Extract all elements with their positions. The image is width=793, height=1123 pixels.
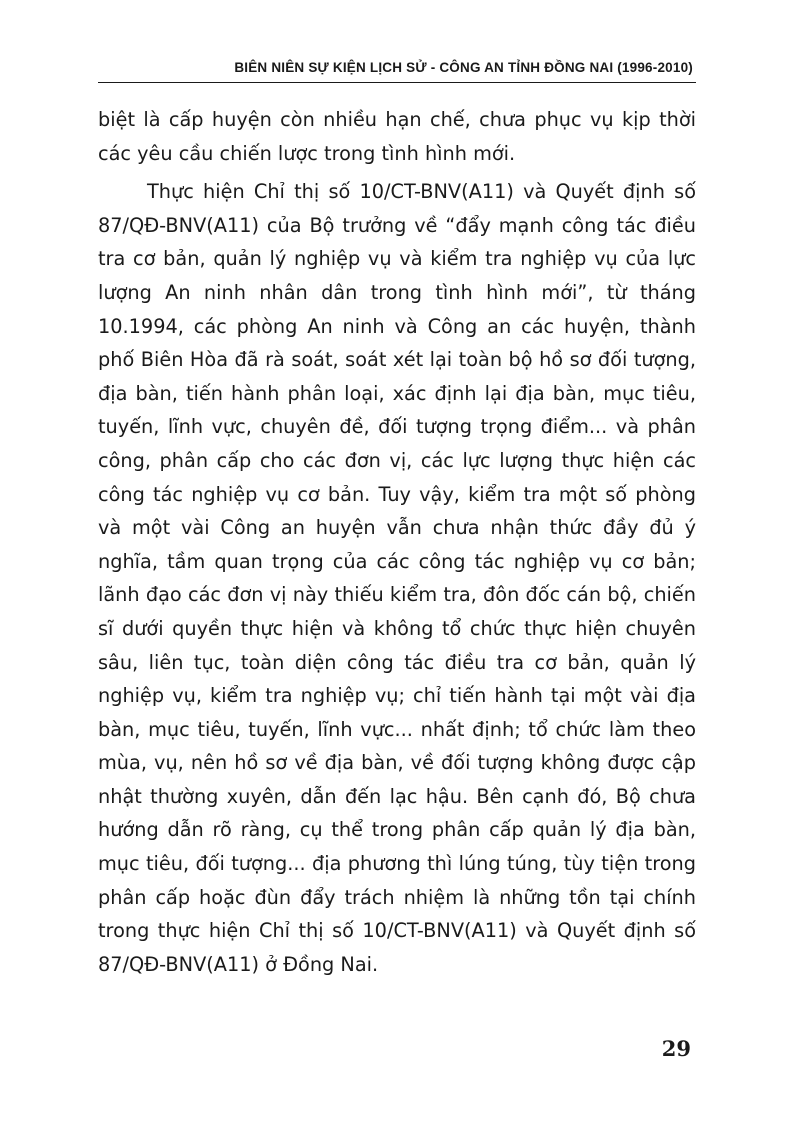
paragraph-continuation: biệt là cấp huyện còn nhiều hạn chế, chưa phục vụ kịp thời các yêu cầu chiến lược trong tình hình mới.: [98, 108, 696, 165]
paragraph-main: Thực hiện Chỉ thị số 10/CT-BNV(A11) và Quyết định số 87/QĐ-BNV(A11) của Bộ trưởng về “đẩy mạnh công tác điều tra cơ bản, quản lý nghiệp vụ và kiểm tra nghiệp vụ của lực lượng An ninh nhân dân trong tình hình mới”, từ tháng 10.1994, các phòng An ninh và Công an các huyện, thành phố Biên Hòa đã rà soát, soát xét lại toàn bộ hồ sơ đối tượng, địa bàn, tiến hành phân loại, xác định lại địa bàn, mục tiêu, tuyến, lĩnh vực, chuyên đề, đối tượng trọng điểm... và phân công, phân cấp cho các đơn vị, các lực lượng thực hiện các công tác nghiệp vụ cơ bản. Tuy vậy, kiểm tra một số phòng và một vài Công an huyện vẫn chưa nhận thức đầy đủ ý nghĩa, tầm quan trọng của các công tác nghiệp vụ cơ bản; lãnh đạo các đơn vị này thiếu kiểm tra, đôn đốc cán bộ, chiến sĩ dưới quyền thực hiện và không tổ chức thực hiện chuyên sâu, liên tục, toàn diện công tác điều tra cơ bản, quản lý nghiệp vụ, kiểm tra nghiệp vụ; chỉ tiến hành tại một vài địa bàn, mục tiêu, tuyến, lĩnh vực... nhất định; tổ chức làm theo mùa, vụ, nên hồ sơ về địa bàn, về đối tượng không được cập nhật thường xuyên, dẫn đến lạc hậu. Bên cạnh đó, Bộ chưa hướng dẫn rõ ràng, cụ thể trong phân cấp quản lý địa bàn, mục tiêu, đối tượng... địa phương thì lúng túng, tùy tiện trong phân cấp hoặc đùn đẩy trách nhiệm là những tồn tại chính trong thực hiện Chỉ thị số 10/CT-BNV(A11) và Quyết định số 87/QĐ-BNV(A11) ở Đồng Nai.: [98, 180, 696, 976]
header-rule: [98, 82, 696, 83]
page-number: 29: [661, 1036, 691, 1061]
body-text: [98, 103, 696, 981]
running-header-title: BIÊN NIÊN SỰ KIỆN LỊCH SỬ - CÔNG AN TỈNH ĐỒNG NAI (1996-2010): [234, 60, 693, 75]
